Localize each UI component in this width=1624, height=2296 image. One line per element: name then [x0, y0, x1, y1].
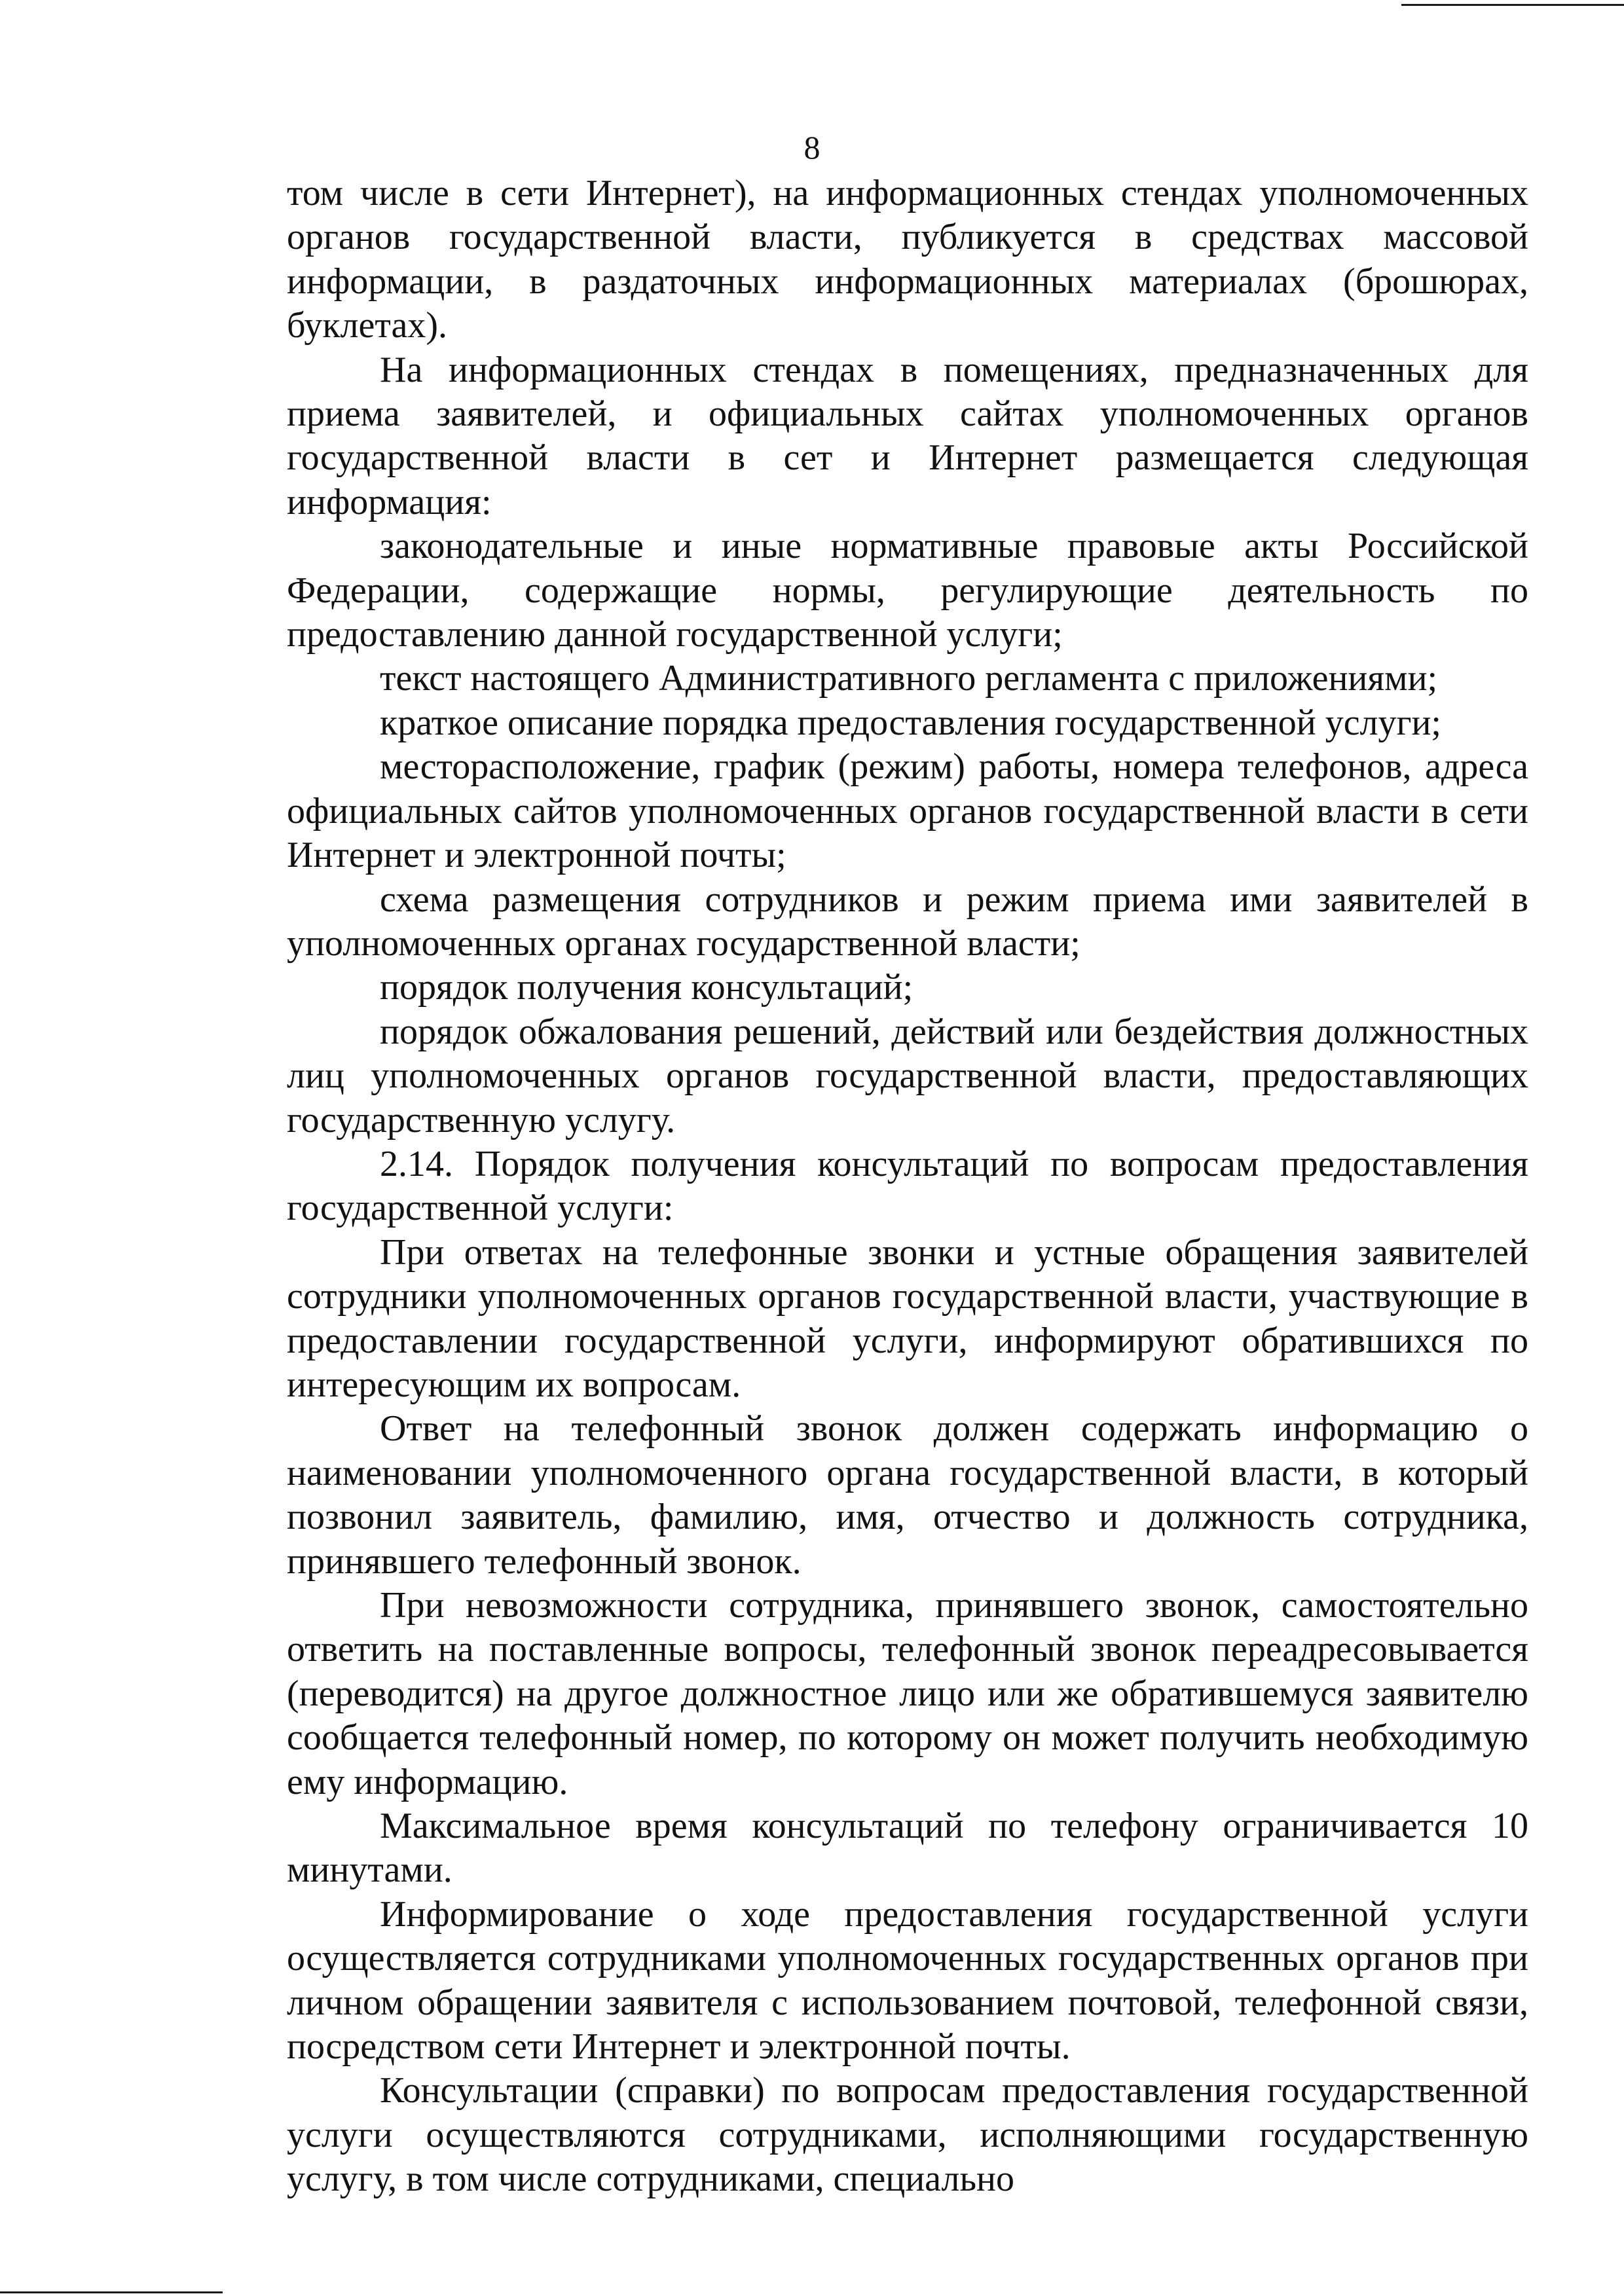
paragraph-progress-informing: Информирование о ходе предоставления государственной услуги осуществляется сотрудниками уполномоченных государственных органов при личном обращении заявителя с использованием почтовой, телефонной связи, посредством сети Интернет и электронной почты.: [287, 1893, 1528, 2068]
scan-edge-line-bottom: [0, 2291, 223, 2293]
list-item-legislation: законодательные и иные нормативные правовые акты Российской Федерации, содержащие нормы, регулирующие деятельность по предоставлению данной государственной услуги;: [287, 526, 1528, 655]
list-item-short-description: краткое описание порядка предоставления государственной услуги;: [380, 702, 1441, 743]
section-heading-2-14: 2.14. Порядок получения консультаций по вопросам предоставления государственной услуги:: [287, 1143, 1528, 1229]
list-item-location: месторасположение, график (режим) работы, номера телефонов, адреса официальных сайтов уполномоченных органов государственной власти в сети Интернет и электронной почты;: [287, 746, 1528, 876]
paragraph-phone-calls: При ответах на телефонные звонки и устные обращения заявителей сотрудники уполномоченных органов государственной власти, участвующие в предоставлении государственной услуги, информируют обратившихся по интересующим их вопросам.: [287, 1231, 1528, 1405]
paragraph-call-redirect: При невозможности сотрудника, принявшего звонок, самостоятельно ответить на поставленные вопросы, телефонный звонок переадресовывается (переводится) на другое должностное лицо или же обратившемуся заявителю сообщается телефонный номер, по которому он может получить необходимую ему информацию.: [287, 1585, 1528, 1802]
page-number: 8: [803, 129, 821, 166]
list-item-regulation-text: текст настоящего Административного регламента с приложениями;: [380, 658, 1438, 699]
paragraph-stands-info-intro: На информационных стендах в помещениях, предназначенных для приема заявителей, и официальных сайтах уполномоченных органов государственной власти в сет и Интернет размещается следующая информация:: [287, 349, 1528, 522]
scan-edge-line-top: [1401, 4, 1624, 6]
paragraph-phone-answer-content: Ответ на телефонный звонок должен содержать информацию о наименовании уполномоченного органа государственной власти, в который позвонил заявитель, фамилию, имя, отчество и должность сотрудника, принявшего телефонный звонок.: [287, 1408, 1528, 1582]
list-item-appeal-order: порядок обжалования решений, действий или бездействия должностных лиц уполномоченных органов государственной власти, предоставляющих государственную услугу.: [287, 1011, 1528, 1140]
list-item-staff-layout: схема размещения сотрудников и режим приема ими заявителей в уполномоченных органах государственной власти;: [287, 879, 1528, 964]
document-body: [287, 172, 1528, 2202]
paragraph-max-time: Максимальное время консультаций по телефону ограничивается 10 минутами.: [287, 1806, 1528, 1891]
paragraph-consultations-by-staff: Консультации (справки) по вопросам предоставления государственной услуги осуществляются сотрудниками, исполняющими государственную услугу, в том числе сотрудниками, специально: [287, 2070, 1528, 2200]
list-item-consultation-order: порядок получения консультаций;: [380, 967, 913, 1008]
paragraph-continuation: том числе в сети Интернет), на информационных стендах уполномоченных органов государственной власти, публикуется в средствах массовой информации, в раздаточных информационных материалах (брошюрах, буклетах).: [287, 173, 1528, 346]
